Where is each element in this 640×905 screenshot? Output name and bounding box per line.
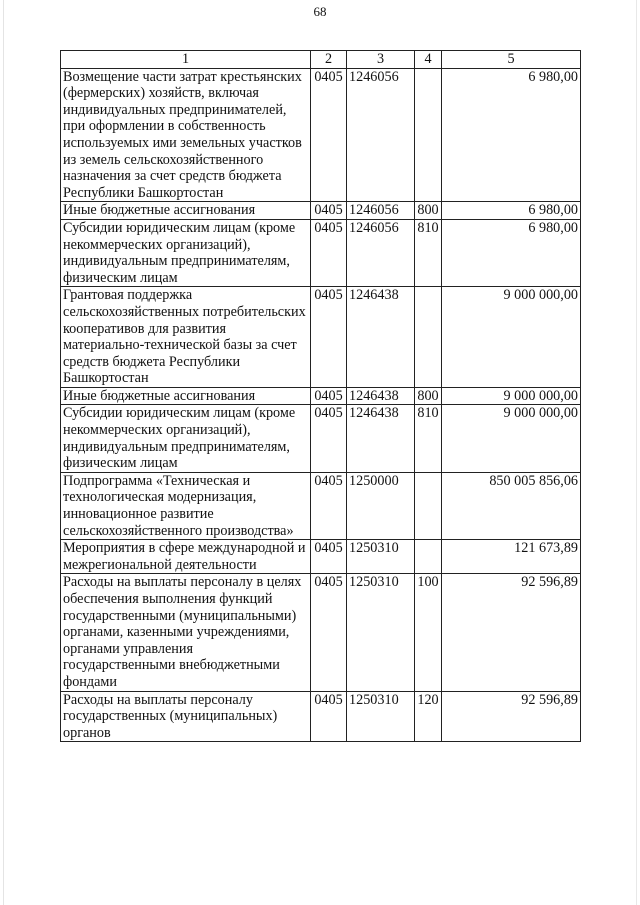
row-expense-type: 800 [415, 202, 442, 220]
row-target: 1246056 [347, 219, 415, 286]
header-col-1: 1 [61, 51, 311, 69]
row-expense-type: 810 [415, 219, 442, 286]
row-section: 0405 [311, 68, 347, 202]
row-amount: 9 000 000,00 [442, 287, 581, 388]
row-section: 0405 [311, 387, 347, 405]
table-row [61, 472, 581, 539]
row-section: 0405 [311, 202, 347, 220]
table-header-row [61, 51, 581, 69]
row-target: 1246438 [347, 387, 415, 405]
row-target: 1250310 [347, 691, 415, 742]
budget-table [60, 50, 581, 742]
page-number: 68 [313, 4, 327, 19]
row-section: 0405 [311, 287, 347, 388]
row-amount: 92 596,89 [442, 691, 581, 742]
table-row [61, 287, 581, 388]
row-name: Расходы на выплаты персоналу в целях обеспечения выполнения функций государственными (муниципальными) органами, казенными учреждениями, органами управления государственными внебюджетными фондами [61, 574, 311, 691]
table-row [61, 574, 581, 691]
row-target: 1246438 [347, 405, 415, 472]
table-row [61, 68, 581, 202]
row-amount: 92 596,89 [442, 574, 581, 691]
table-row [61, 219, 581, 286]
row-name: Иные бюджетные ассигнования [61, 202, 311, 220]
row-amount: 850 005 856,06 [442, 472, 581, 539]
page-edge-left [3, 0, 4, 905]
row-expense-type [415, 540, 442, 574]
table-row [61, 387, 581, 405]
row-expense-type: 810 [415, 405, 442, 472]
header-col-5: 5 [442, 51, 581, 69]
row-expense-type: 100 [415, 574, 442, 691]
page-edge-right [636, 0, 637, 905]
row-section: 0405 [311, 691, 347, 742]
table-row [61, 691, 581, 742]
row-expense-type [415, 287, 442, 388]
header-col-2: 2 [311, 51, 347, 69]
row-expense-type [415, 68, 442, 202]
row-target: 1246056 [347, 68, 415, 202]
table-row [61, 202, 581, 220]
table-row [61, 405, 581, 472]
row-expense-type: 120 [415, 691, 442, 742]
row-amount: 6 980,00 [442, 219, 581, 286]
header-col-3: 3 [347, 51, 415, 69]
row-target: 1250000 [347, 472, 415, 539]
row-name: Мероприятия в сфере международной и межрегиональной деятельности [61, 540, 311, 574]
row-section: 0405 [311, 472, 347, 539]
row-expense-type: 800 [415, 387, 442, 405]
row-amount: 6 980,00 [442, 202, 581, 220]
row-name: Возмещение части затрат крестьянских (фермерских) хозяйств, включая индивидуальных предпринимателей, при оформлении в собственность используемых ими земельных участков из земель сельскохозяйственного назначения за счет средств бюджета Республики Башкортостан [61, 68, 311, 202]
row-amount: 121 673,89 [442, 540, 581, 574]
row-section: 0405 [311, 405, 347, 472]
row-amount: 9 000 000,00 [442, 387, 581, 405]
row-name: Субсидии юридическим лицам (кроме некоммерческих организаций), индивидуальным предпринимателям, физическим лицам [61, 219, 311, 286]
row-name: Грантовая поддержка сельскохозяйственных потребительских кооперативов для развития материально-технической базы за счет средств бюджета Республики Башкортостан [61, 287, 311, 388]
row-section: 0405 [311, 574, 347, 691]
row-section: 0405 [311, 540, 347, 574]
table-row [61, 540, 581, 574]
row-target: 1246438 [347, 287, 415, 388]
row-target: 1246056 [347, 202, 415, 220]
row-section: 0405 [311, 219, 347, 286]
row-target: 1250310 [347, 574, 415, 691]
header-col-4: 4 [415, 51, 442, 69]
row-name: Подпрограмма «Техническая и технологическая модернизация, инновационное развитие сельскохозяйственного производства» [61, 472, 311, 539]
row-amount: 9 000 000,00 [442, 405, 581, 472]
row-expense-type [415, 472, 442, 539]
row-amount: 6 980,00 [442, 68, 581, 202]
row-target: 1250310 [347, 540, 415, 574]
row-name: Субсидии юридическим лицам (кроме некоммерческих организаций), индивидуальным предпринимателям, физическим лицам [61, 405, 311, 472]
row-name: Иные бюджетные ассигнования [61, 387, 311, 405]
row-name: Расходы на выплаты персоналу государственных (муниципальных) органов [61, 691, 311, 742]
